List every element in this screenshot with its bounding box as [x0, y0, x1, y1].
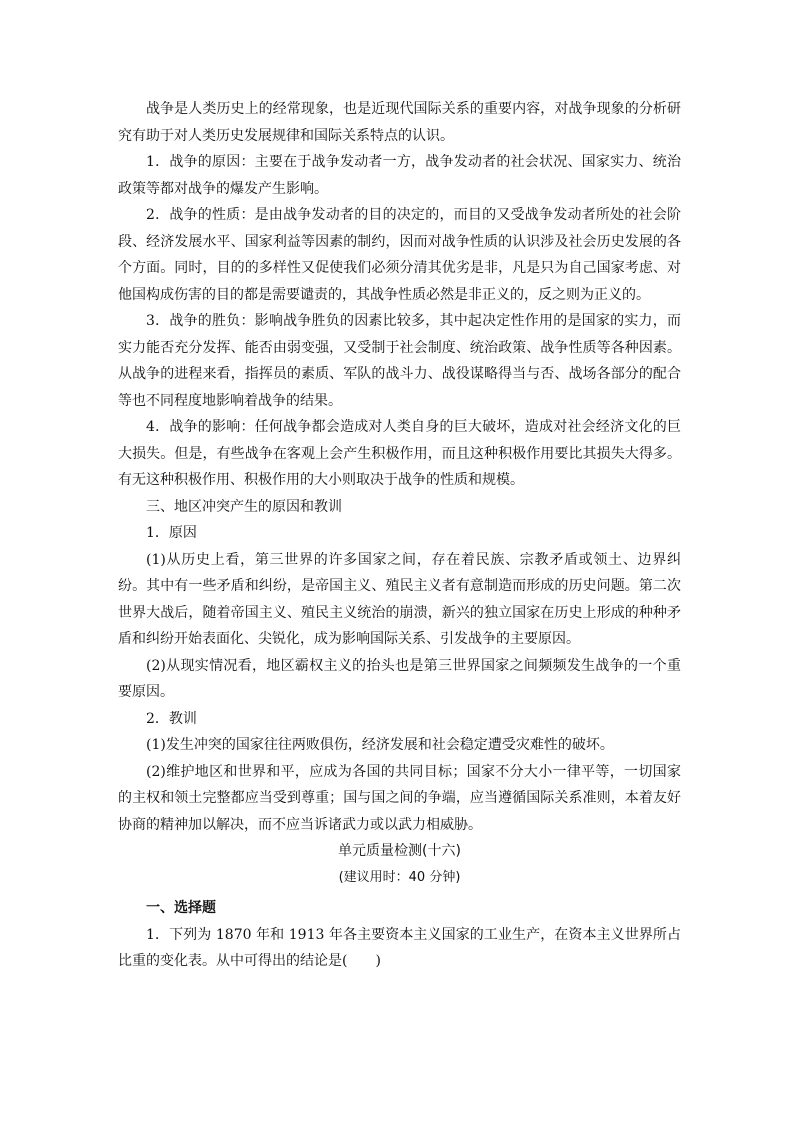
question-1: 1．下列为 1870 年和 1913 年各主要资本主义国家的工业生产，在资本主义世界所占比重的变化表。从中可得出的结论是( ): [118, 926, 681, 969]
document-page: [118, 96, 681, 975]
intro-paragraph: 战争是人类历史上的经常现象，也是近现代国际关系的重要内容，对战争现象的分析研究有助于对人类历史发展规律和国际关系特点的认识。: [118, 101, 681, 144]
cause-reality-paragraph: (2)从现实情况看，地区霸权主义的抬头也是第三世界国家之间频频发生战争的一个重要原因。: [118, 657, 681, 700]
war-outcome-paragraph: 3．战争的胜负：影响战争胜负的因素比较多，其中起决定性作用的是国家的实力，而实力能否充分发挥、能否由弱变强，又受制于社会制度、统治政策、战争性质等各种因素。从战争的进程来看，指挥员的素质、军队的战斗力、战役谋略得当与否、战场各部分的配合等也不同程度地影响着战争的结果。: [118, 313, 681, 409]
subheading-lessons: 2．教训: [146, 710, 197, 727]
suggested-time: (建议用时：40 分钟): [338, 869, 461, 885]
lesson-2-paragraph: (2)维护地区和世界和平，应成为各国的共同目标；国家不分大小一律平等，一切国家的主权和领土完整都应当受到尊重；国与国之间的争端，应当遵循国际关系准则，本着友好协商的精神加以解决，而不应当诉诸武力或以武力相威胁。: [118, 763, 681, 833]
section-heading-choice: 一、选择题: [146, 900, 216, 916]
war-impact-paragraph: 4．战争的影响：任何战争都会造成对人类自身的巨大破坏，造成对社会经济文化的巨大损失。但是，有些战争在客观上会产生积极作用，而且这种积极作用要比其损失大得多。有无这种积极作用、积极作用的大小则取决于战争的性质和规模。: [118, 419, 681, 488]
war-nature-paragraph: 2．战争的性质：是由战争发动者的目的决定的，而目的又受战争发动者所处的社会阶段、经济发展水平、国家利益等因素的制约，因而对战争性质的认识涉及社会历史发展的各个方面。同时，目的的多样性又促使我们必须分清其优劣是非，凡是只为自己国家考虑、对他国构成伤害的目的都是需要谴责的，其战争性质必然是非正义的，反之则为正义的。: [118, 207, 681, 303]
subheading-causes: 1．原因: [146, 525, 197, 541]
war-causes-paragraph: 1．战争的原因：主要在于战争发动者一方，战争发动者的社会状况、国家实力、统治政策等都对战争的爆发产生影响。: [118, 154, 681, 197]
section-heading-regional-conflict: 三、地区冲突产生的原因和教训: [146, 498, 342, 515]
cause-history-paragraph: (1)从历史上看，第三世界的许多国家之间，存在着民族、宗教矛盾或领土、边界纠纷。其中有一些矛盾和纠纷，是帝国主义、殖民主义者有意制造而形成的历史问题。第二次世界大战后，随着帝国主义、殖民主义统治的崩溃，新兴的独立国家在历史上形成的种种矛盾和纠纷开始表面化、尖锐化，成为影响国际关系、引发战争的主要原因。: [118, 551, 681, 647]
unit-test-title: 单元质量检测(十六): [338, 843, 461, 859]
lesson-1-paragraph: (1)发生冲突的国家往往两败俱伤，经济发展和社会稳定遭受灾难性的破坏。: [146, 737, 614, 753]
